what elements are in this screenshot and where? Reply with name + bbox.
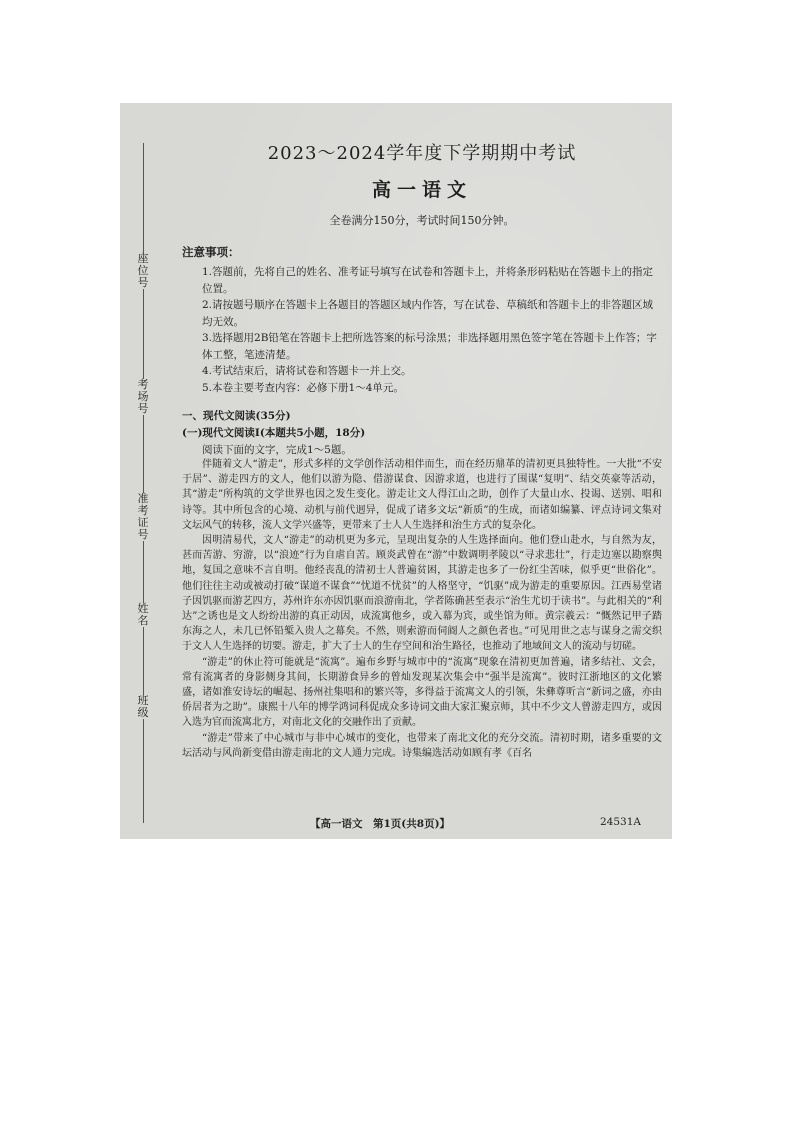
seat-number-label: 座位号 — [133, 253, 153, 289]
admission-ticket-label: 准考证号 — [133, 493, 153, 541]
exam-room-label: 考场号 — [133, 379, 153, 415]
notice-item: 4.考试结束后，请将试卷和答题卡一并上交。 — [202, 365, 412, 377]
reading-paragraph: 伴随着文人“游走”，形式多样的文学创作活动相伴而生，而在经历鼎革的清初更具独特性。一大批“不安于居”、游走四方的文人，他们以游为隐、借游谋食、因游求道，也进行了围谋“复明”、结交英豪等活动，其“游走”所构筑的文学世界也因之发生变化。游走让文人得江山之助，创作了大量山水、投谒、送别、唱和诗等。其中所包含的心境、动机与前代迥异，促成了诸多文坛“新质”的生成，而诸如编纂、评点诗词文集对文坛风气的转移，流人文学兴盛等，更带来了士人人生选择和治生方式的复杂化。 — [182, 459, 662, 531]
binding-line — [143, 143, 144, 823]
reading-paragraph: “游走”带来了中心城市与非中心城市的变化，也带来了南北文化的充分交流。清初时期，诸多重要的文坛活动与风尚新变借由游走南北的文人通力完成。诗集编选活动如顾有孝《百名 — [182, 732, 662, 759]
reading-paragraph: “游走”的休止符可能就是“流寓”。遍布乡野与城市中的“流寓”现象在清初更加普遍，诸多结社、文会，常有流寓者的身影侧身其间，长期游食异乡的曾灿发现某次集会中“强半是流寓”。彼时江浙地区的文化繁盛，诸如淮安诗坛的崛起、扬州社集唱和的繁兴等，多得益于流寓文人的引领，朱彝尊听言“新词之盛，亦由侨居者为之助”。康熙十八年的博学鸿词科促成众多诗词文曲大家汇聚京师，其中不少文人曾游走四方，或因入选为官而流寓北方，对南北文化的交融作出了贡献。 — [182, 656, 662, 729]
notice-item: 5.本卷主要考查内容：必修下册1～4单元。 — [202, 381, 404, 394]
score-info: 全卷满分150分，考试时间150分钟。 — [329, 214, 515, 227]
class-label: 班级 — [133, 695, 153, 719]
notice-item: 3.选择题用2B铅笔在答题卡上把所选答案的标号涂黑；非选择题用黑色签字笔在答题卡上作答；字体工整，笔迹清楚。 — [202, 332, 657, 361]
notice-item: 1.答题前，先将自己的姓名、准考证号填写在试卷和答题卡上，并将条形码粘贴在答题卡上的指定位置。 — [202, 266, 654, 295]
reading-paragraph: 因明清易代，文人“游走”的动机更为多元，呈现出复杂的人生选择面向。他们登山赴水，与自然为友，甚而苦游、穷游，以“浪迹”行为自虐自苦。顾炎武曾在“游”中数调明孝陵以“寻求悲壮”，行走边塞以勘察舆地，复国之意味不言自明。他经丧乱的清初士人普遍贫困，其游走也多了一份红尘苦味，似乎更“世俗化”。他们往往主动或被动打破“谋道不谋食”“忧道不忧贫”的人格坚守，“饥驱”成为游走的重要原因。江西易堂诸子因饥驱而游艺四方，苏州许东亦因饥驱而浪游南北，学者陈确甚至表示“治生尤切于读书”。与此相关的“利达”之诱也是文人纷纷出游的真正动因，成流寓他乡，或入幕为宾，或坐馆为师。黄宗羲云：“慨然记甲子踏东海之人，未几已怀铅椠入贵人之幕矣。不然，则索游而伺阍人之颜色者也。”可见用世之志与谋身之需交织于文人人生选择的切要。游走，扩大了士人的生存空间和治生路径，也推动了地域间文人的流动与切磋。 — [182, 535, 662, 653]
exam-title: 2023～2024学年度下学期期中考试 — [267, 143, 577, 164]
binding-margin — [120, 103, 168, 839]
footer-code: 24531A — [600, 816, 641, 828]
notice-heading: 注意事项： — [182, 245, 240, 259]
exam-content — [182, 133, 662, 761]
reading-intro: 阅读下面的文字，完成1～5题。 — [202, 444, 352, 456]
subject-title: 高一语文 — [371, 179, 472, 201]
footer-page-info: 【高一语文 第1页(共8页)】 — [310, 818, 451, 830]
name-label: 姓名 — [133, 603, 153, 627]
section-heading: 一、现代文阅读(35分) — [182, 410, 291, 422]
exam-sheet — [120, 103, 672, 839]
notice-list — [182, 264, 662, 396]
notice-item: 2.请按题号顺序在答题卡上各题目的答题区域内作答，写在试卷、草稿纸和答题卡上的非答题区域均无效。 — [202, 299, 654, 328]
subsection-heading: (一)现代文阅读Ⅰ(本题共5小题，18分) — [182, 427, 366, 439]
